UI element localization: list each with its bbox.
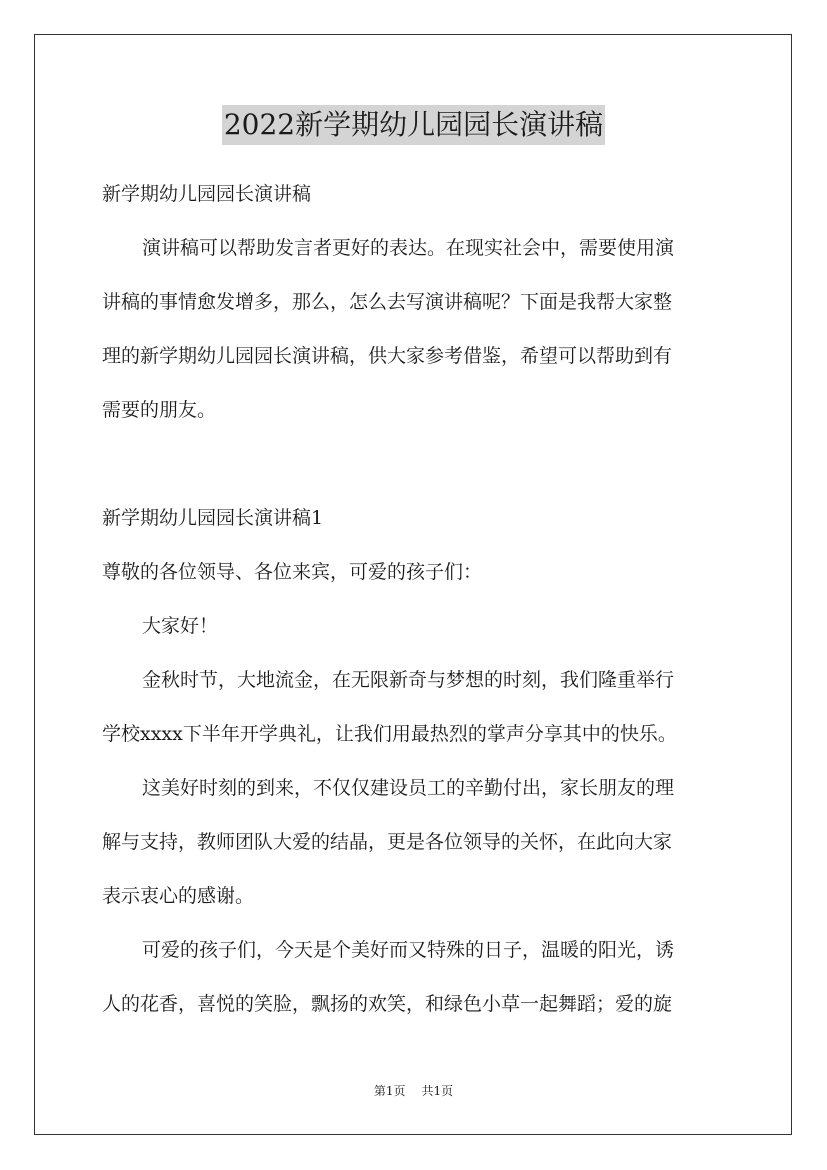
paragraph-line: 这美好时刻的到来，不仅仅建设员工的辛勤付出，家长朋友的理: [142, 777, 675, 799]
paragraph-line: 可爱的孩子们，今天是个美好而又特殊的日子，温暖的阳光，诱: [142, 939, 675, 961]
page-number-total: 共1页: [421, 1084, 454, 1098]
paragraph-line: 解与支持，教师团队大爱的结晶，更是各位领导的关怀，在此向大家: [102, 831, 673, 853]
paragraph-line: 人的花香，喜悦的笑脸，飘扬的欢笑，和绿色小草一起舞蹈；爱的旋: [102, 993, 673, 1015]
page-footer: [0, 1083, 827, 1099]
paragraph-line: 讲稿的事情愈发增多，那么，怎么去写演讲稿呢？下面是我帮大家整: [102, 291, 673, 313]
page-number-current: 第1页: [373, 1084, 406, 1098]
document-title: [0, 104, 827, 145]
paragraph-line: 金秋时节，大地流金，在无限新奇与梦想的时刻，我们隆重举行: [142, 669, 675, 691]
paragraph-line: 需要的朋友。: [102, 399, 217, 421]
paragraph-line: 演讲稿可以帮助发言者更好的表达。在现实社会中，需要使用演: [142, 237, 675, 259]
paragraph-line: 学校xxxx下半年开学典礼，让我们用最热烈的掌声分享其中的快乐。: [102, 723, 677, 745]
paragraph-line: 理的新学期幼儿园园长演讲稿，供大家参考借鉴，希望可以帮助到有: [102, 345, 673, 367]
greeting-line: 大家好！: [142, 615, 219, 637]
section-heading: 新学期幼儿园园长演讲稿1: [102, 507, 324, 529]
paragraph-line: 表示衷心的感谢。: [102, 885, 255, 907]
salutation-line: 尊敬的各位领导、各位来宾，可爱的孩子们：: [102, 561, 483, 583]
document-title-text: 2022新学期幼儿园园长演讲稿: [222, 105, 605, 145]
subtitle-line: 新学期幼儿园园长演讲稿: [102, 183, 312, 205]
